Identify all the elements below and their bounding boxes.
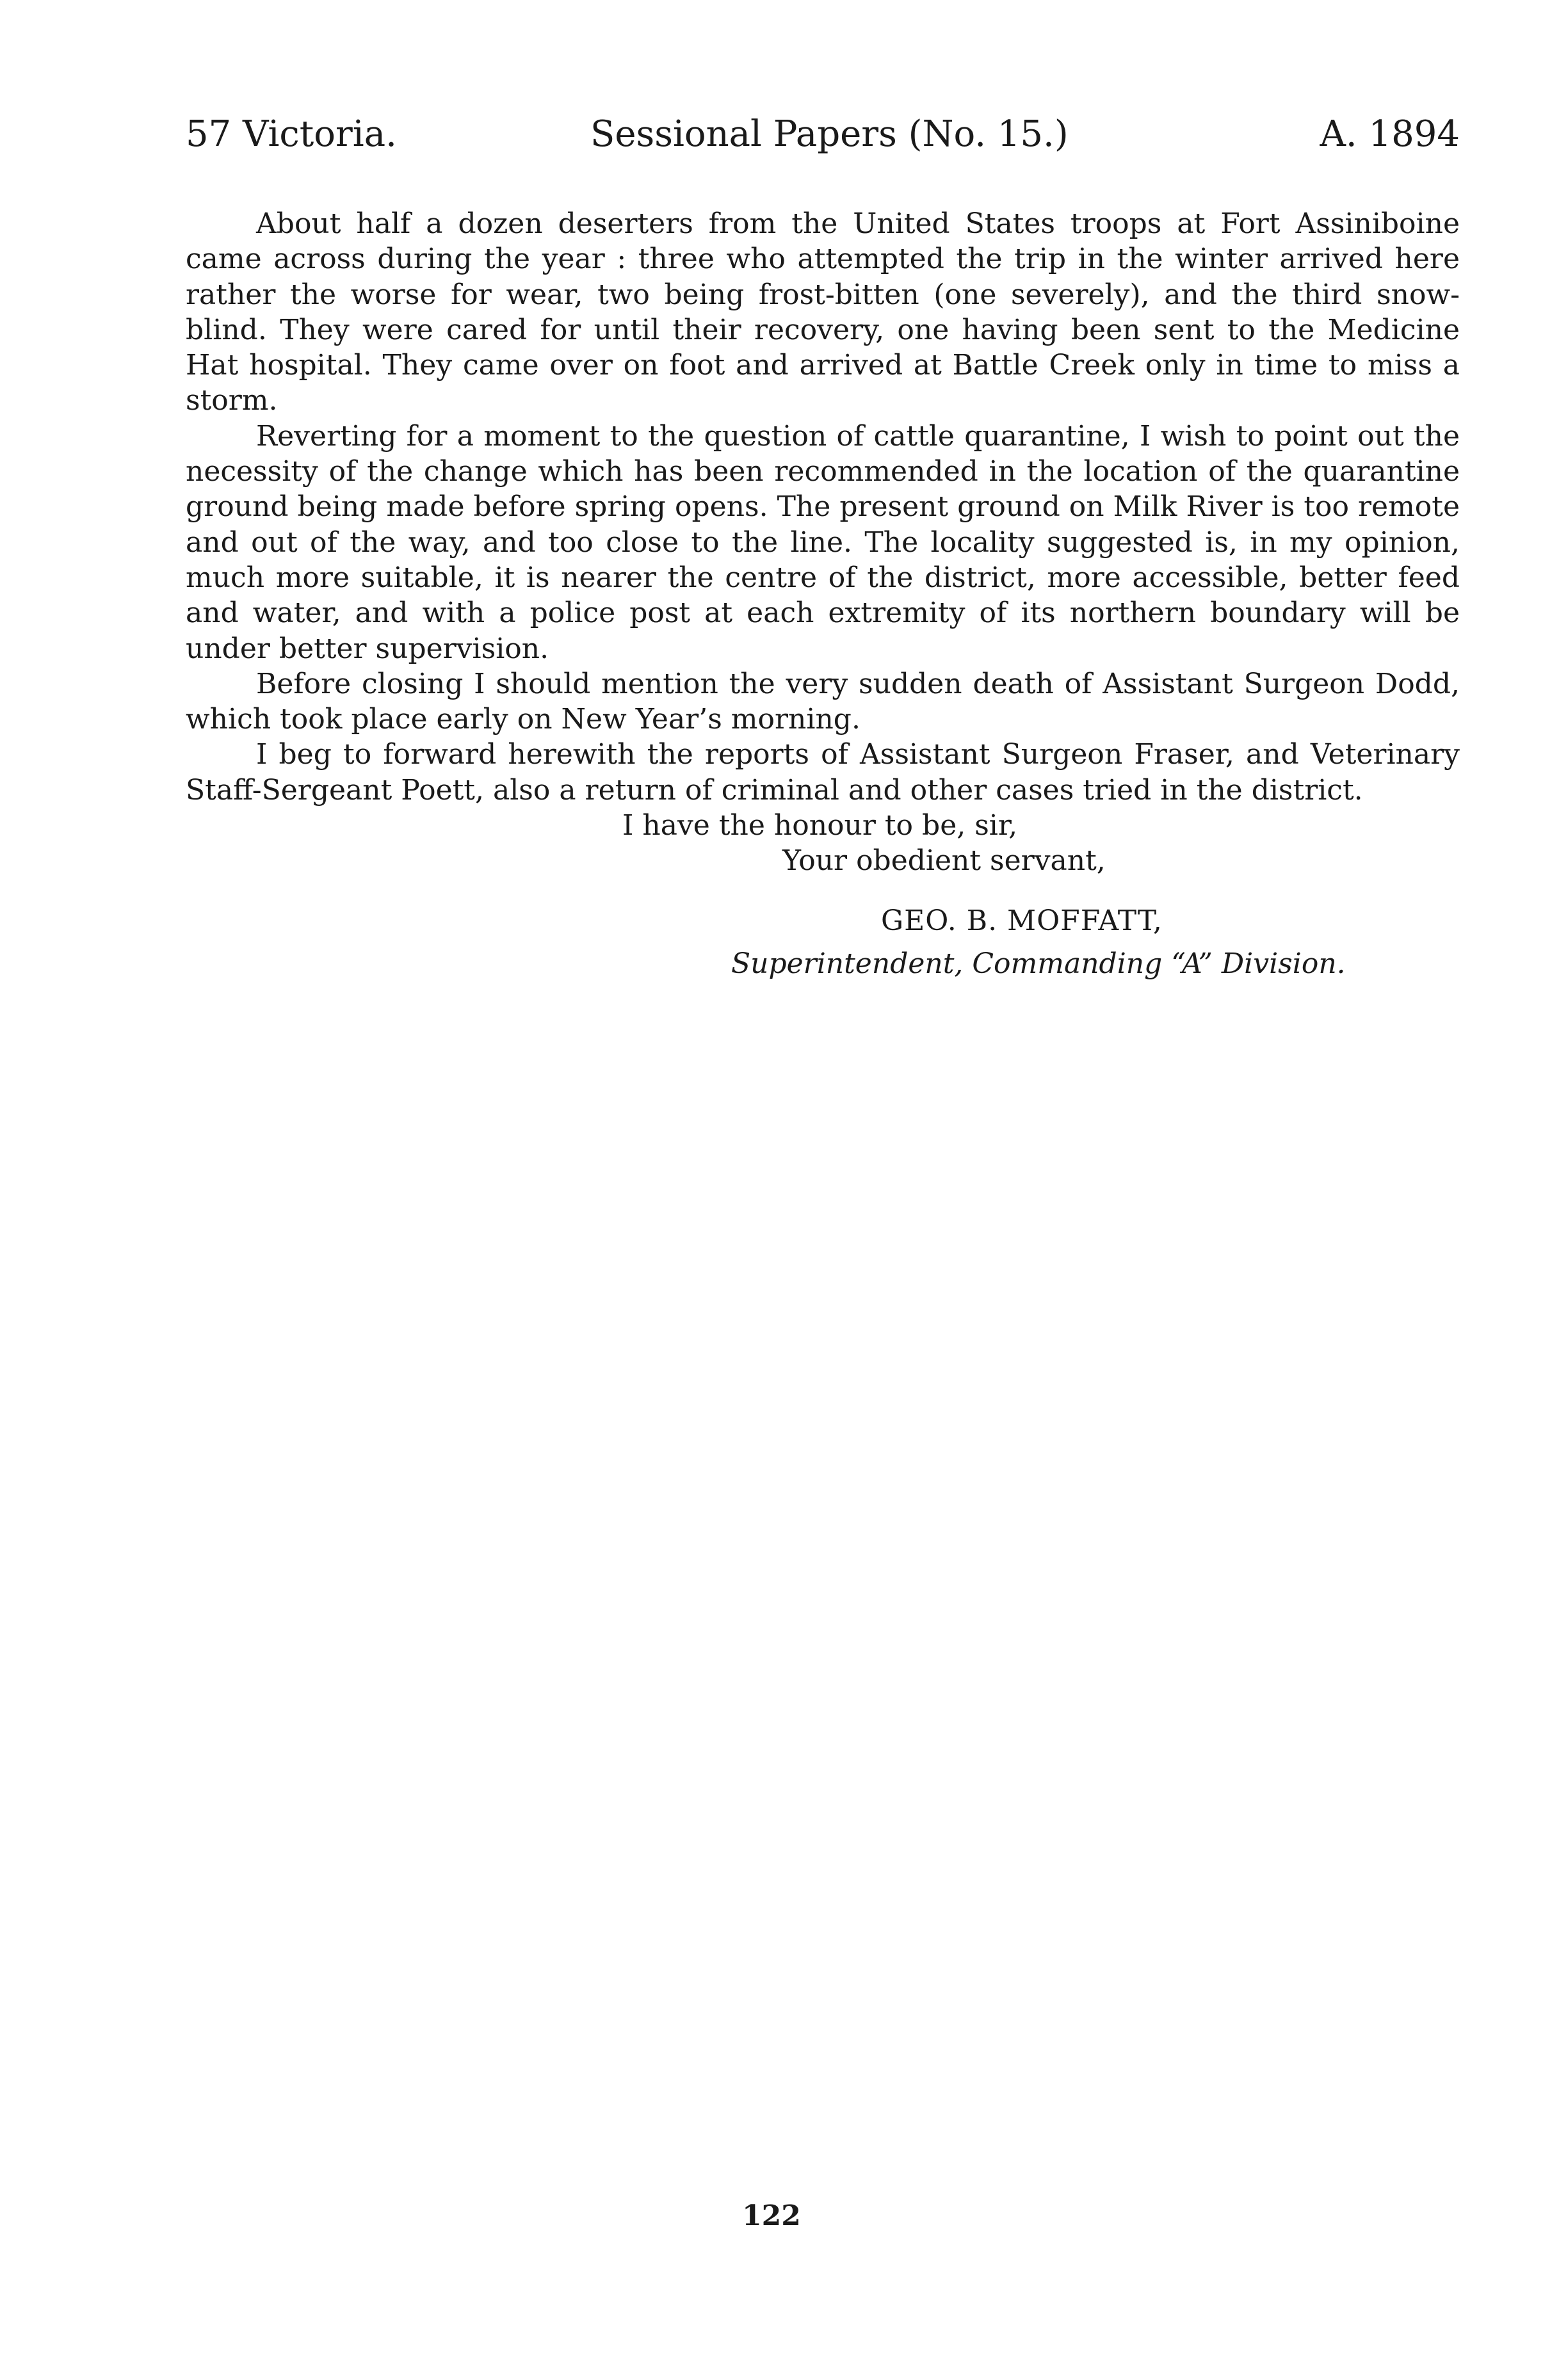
page-number: 122: [742, 2199, 801, 2232]
closing-honour-line: I have the honour to be, sir,: [622, 809, 1018, 842]
paragraph-quarantine: Reverting for a moment to the question of cattle quarantine, I wish to point out the necessity of the change which has been recommended in the location of the quarantine ground being made before spring opens. The present ground on Milk River is too remote and out of the way, and too close to the line. The locality suggested is, in my opinion, much more suitable, it is nearer the centre of the district, more accessible, better feed and water, and with a police post at each extremity of its northern boundary will be under better supervision.: [186, 419, 1460, 665]
paragraph-death-notice: Before closing I should mention the very sudden death of Assistant Surgeon Dodd, which took place early on New Year’s morning.: [186, 667, 1460, 736]
report-body: [186, 206, 1460, 981]
page-header: [186, 109, 1460, 160]
header-title: Sessional Papers (No. 15.): [590, 113, 1069, 155]
header-volume: 57 Victoria.: [186, 113, 397, 155]
header-year: A. 1894: [1320, 113, 1460, 155]
letter-closing: [186, 808, 1460, 981]
paragraph-deserters: About half a dozen deserters from the United States troops at Fort Assiniboine came across during the year : three who attempted the trip in the winter arrived here rather the worse for wear, two being frost-bitten (one severely), and the third snow-blind. They were cared for until their recovery, one having been sent to the Medicine Hat hospital. They came over on foot and arrived at Battle Creek only in time to miss a storm.: [186, 207, 1460, 417]
signature-title: Superintendent, Commanding “A” Division.: [731, 947, 1346, 980]
signature-name: GEO. B. MOFFATT,: [881, 904, 1163, 937]
paragraph-reports: I beg to forward herewith the reports of Assistant Surgeon Fraser, and Veterinary Staff-Sergeant Poett, also a return of criminal and other cases tried in the district.: [186, 738, 1460, 807]
closing-servant-line: Your obedient servant,: [782, 844, 1106, 878]
